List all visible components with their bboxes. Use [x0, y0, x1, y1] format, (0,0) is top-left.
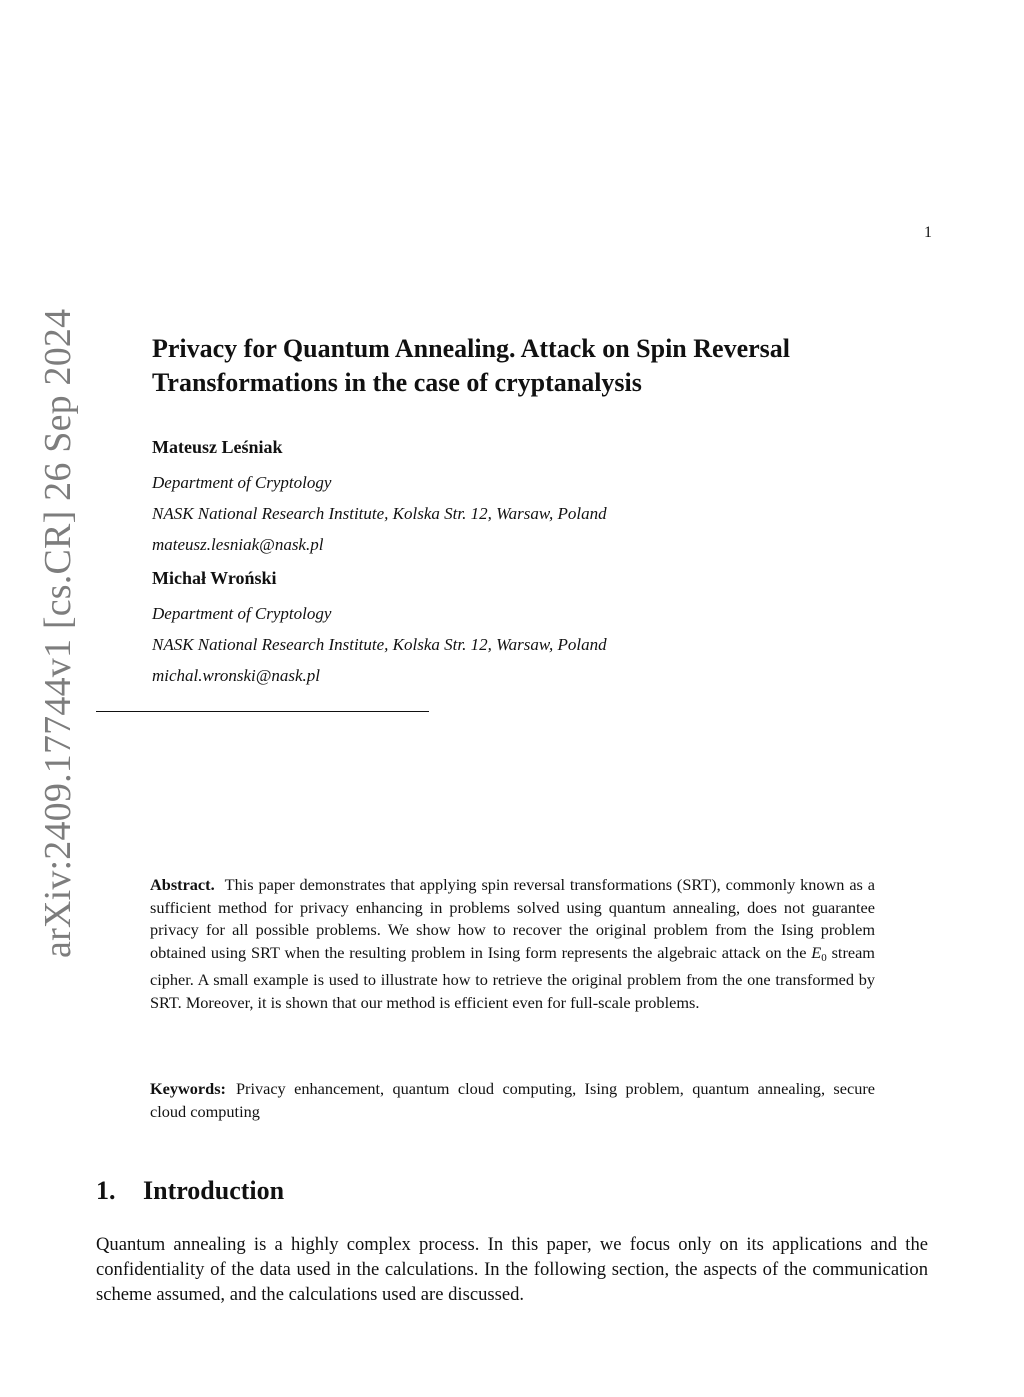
author-department: Department of Cryptology	[152, 473, 332, 492]
author-email: michal.wronski@nask.pl	[152, 666, 320, 685]
abstract-text-part-1: This paper demonstrates that applying spin reversal transformations (SRT), commonly known as a sufficient method for privacy enhancing in problems solved using quantum annealing, does not guarantee privacy for all possible problems. We show how to recover the original problem from the Ising problem obtained using SRT when the resulting problem in Ising form represents the algebraic attack on the	[150, 875, 875, 962]
paper-title: Privacy for Quantum Annealing. Attack on Spin Reversal Transformations in the case of cryptanalysis	[152, 334, 791, 397]
abstract-text-part-2: stream cipher. A small example is used to illustrate how to retrieve the original problem from the one transformed by SRT. Moreover, it is shown that our method is efficient even for full-scale problems.	[150, 942, 875, 1012]
author-institute: NASK National Research Institute, Kolska Str. 12, Warsaw, Poland	[152, 504, 607, 523]
math-symbol: E	[811, 942, 822, 962]
author-email: mateusz.lesniak@nask.pl	[152, 535, 324, 554]
math-subscript: 0	[821, 951, 827, 964]
author-department: Department of Cryptology	[152, 604, 332, 623]
author-name: Michał Wroński	[152, 568, 277, 588]
keywords-text: Privacy enhancement, quantum cloud computing, Ising problem, quantum annealing, secure cloud computing	[150, 1079, 875, 1121]
abstract	[150, 874, 875, 1014]
section-heading-introduction	[96, 1175, 284, 1207]
page-number: 1	[924, 224, 932, 241]
author-block-wronski	[152, 567, 792, 691]
abstract-label: Abstract.	[150, 875, 215, 894]
section-title: Introduction	[143, 1176, 285, 1205]
introduction-paragraph: Quantum annealing is a highly complex process. In this paper, we focus only on its applications and the confidentiality of the data used in the calculations. In the following section, the aspects of the communication scheme assumed, and the calculations used are discussed.	[96, 1234, 928, 1305]
author-block-lesniak	[152, 436, 792, 560]
keywords	[150, 1078, 875, 1123]
author-name: Mateusz Leśniak	[152, 437, 283, 457]
arxiv-identifier-stamp: arXiv:2409.17744v1 [cs.CR] 26 Sep 2024	[37, 308, 79, 958]
keywords-label: Keywords:	[150, 1079, 226, 1098]
author-institute: NASK National Research Institute, Kolska Str. 12, Warsaw, Poland	[152, 635, 607, 654]
footnote-divider	[96, 711, 429, 712]
section-number: 1.	[96, 1176, 116, 1205]
math-symbol-e0	[811, 943, 826, 962]
